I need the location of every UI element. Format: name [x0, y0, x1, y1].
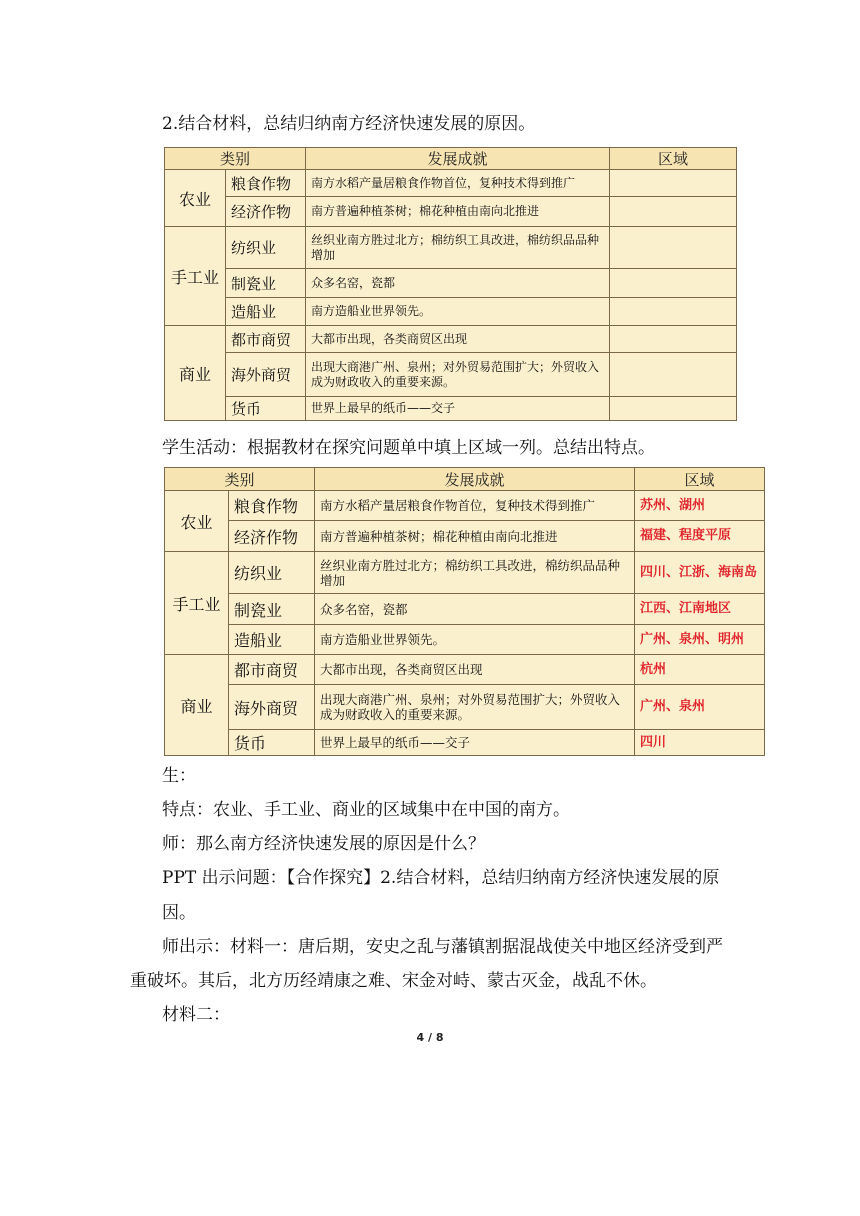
achievement-cell: 丝织业南方胜过北方；棉纺织工具改进，棉纺织品品种增加 [315, 552, 635, 594]
region-cell: 江西、江南地区 [635, 594, 765, 625]
region-cell: 广州、泉州 [635, 685, 765, 730]
achievement-cell: 众多名窑，瓷都 [306, 269, 610, 298]
achievement-cell: 众多名窑，瓷都 [315, 594, 635, 625]
sub-category: 粮食作物 [229, 491, 315, 521]
achievement-cell: 出现大商港广州、泉州；对外贸易范围扩大；外贸收入成为财政收入的重要来源。 [315, 685, 635, 730]
region-cell-empty [610, 326, 737, 353]
material-one-line-2: 重破坏。其后，北方历经靖康之难、宋金对峙、蒙古灭金，战乱不休。 [130, 971, 657, 991]
sub-category: 经济作物 [226, 197, 306, 227]
ppt-question-line-1: PPT 出示问题：【合作探究】2.结合材料，总结归纳南方经济快速发展的原 [162, 868, 720, 888]
sub-category: 海外商贸 [229, 685, 315, 730]
achievement-cell: 南方造船业世界领先。 [315, 625, 635, 655]
sub-category: 制瓷业 [229, 594, 315, 625]
achievement-cell: 大都市出现，各类商贸区出现 [315, 655, 635, 685]
category-commerce: 商业 [165, 655, 229, 756]
header-category: 类别 [165, 148, 306, 170]
sub-category: 货币 [226, 397, 306, 421]
achievement-table-filled [164, 467, 765, 756]
category-agriculture: 农业 [165, 170, 226, 227]
page-number: 4 / 8 [416, 1031, 444, 1044]
header-region: 区域 [610, 148, 737, 170]
sub-category: 粮食作物 [226, 170, 306, 197]
intro-line: 2.结合材料，总结归纳南方经济快速发展的原因。 [162, 114, 536, 134]
sub-category: 海外商贸 [226, 353, 306, 397]
sub-category: 经济作物 [229, 521, 315, 552]
student-label: 生： [162, 766, 196, 786]
region-cell: 杭州 [635, 655, 765, 685]
region-cell-empty [610, 227, 737, 269]
ppt-question-line-2: 因。 [162, 903, 196, 923]
student-activity-line: 学生活动：根据教材在探究问题单中填上区域一列。总结出特点。 [162, 438, 655, 458]
achievement-cell: 南方造船业世界领先。 [306, 298, 610, 326]
achievement-cell: 出现大商港广州、泉州；对外贸易范围扩大；外贸收入成为财政收入的重要来源。 [306, 353, 610, 397]
achievement-cell: 南方普遍种植茶树；棉花种植由南向北推进 [315, 521, 635, 552]
achievement-cell: 大都市出现，各类商贸区出现 [306, 326, 610, 353]
region-cell: 苏州、湖州 [635, 491, 765, 521]
feature-text: 特点：农业、手工业、商业的区域集中在中国的南方。 [162, 800, 570, 820]
region-cell-empty [610, 353, 737, 397]
header-category: 类别 [165, 468, 315, 491]
teacher-question: 师：那么南方经济快速发展的原因是什么？ [162, 834, 485, 854]
sub-category: 货币 [229, 730, 315, 756]
header-achievement: 发展成就 [306, 148, 610, 170]
sub-category: 都市商贸 [229, 655, 315, 685]
sub-category: 纺织业 [226, 227, 306, 269]
region-cell: 福建、程度平原 [635, 521, 765, 552]
category-handicraft: 手工业 [165, 227, 226, 326]
region-cell: 四川 [635, 730, 765, 756]
achievement-table-blank [164, 147, 737, 421]
achievement-cell: 南方水稻产量居粮食作物首位，复种技术得到推广 [315, 491, 635, 521]
achievement-cell: 丝织业南方胜过北方；棉纺织工具改进，棉纺织品品种增加 [306, 227, 610, 269]
region-cell: 四川、江浙、海南岛 [635, 552, 765, 594]
achievement-cell: 世界上最早的纸币——交子 [306, 397, 610, 421]
region-cell-empty [610, 197, 737, 227]
region-cell: 广州、泉州、明州 [635, 625, 765, 655]
achievement-cell: 世界上最早的纸币——交子 [315, 730, 635, 756]
category-agriculture: 农业 [165, 491, 229, 552]
region-cell-empty [610, 298, 737, 326]
sub-category: 制瓷业 [226, 269, 306, 298]
sub-category: 都市商贸 [226, 326, 306, 353]
sub-category: 造船业 [226, 298, 306, 326]
region-cell-empty [610, 269, 737, 298]
header-region: 区域 [635, 468, 765, 491]
achievement-cell: 南方水稻产量居粮食作物首位，复种技术得到推广 [306, 170, 610, 197]
achievement-cell: 南方普遍种植茶树；棉花种植由南向北推进 [306, 197, 610, 227]
region-cell-empty [610, 397, 737, 421]
sub-category: 纺织业 [229, 552, 315, 594]
sub-category: 造船业 [229, 625, 315, 655]
region-cell-empty [610, 170, 737, 197]
category-handicraft: 手工业 [165, 552, 229, 655]
material-one-line-1: 师出示：材料一：唐后期，安史之乱与藩镇割据混战使关中地区经济受到严 [162, 937, 723, 957]
material-two-label: 材料二： [162, 1005, 230, 1025]
header-achievement: 发展成就 [315, 468, 635, 491]
category-commerce: 商业 [165, 326, 226, 421]
